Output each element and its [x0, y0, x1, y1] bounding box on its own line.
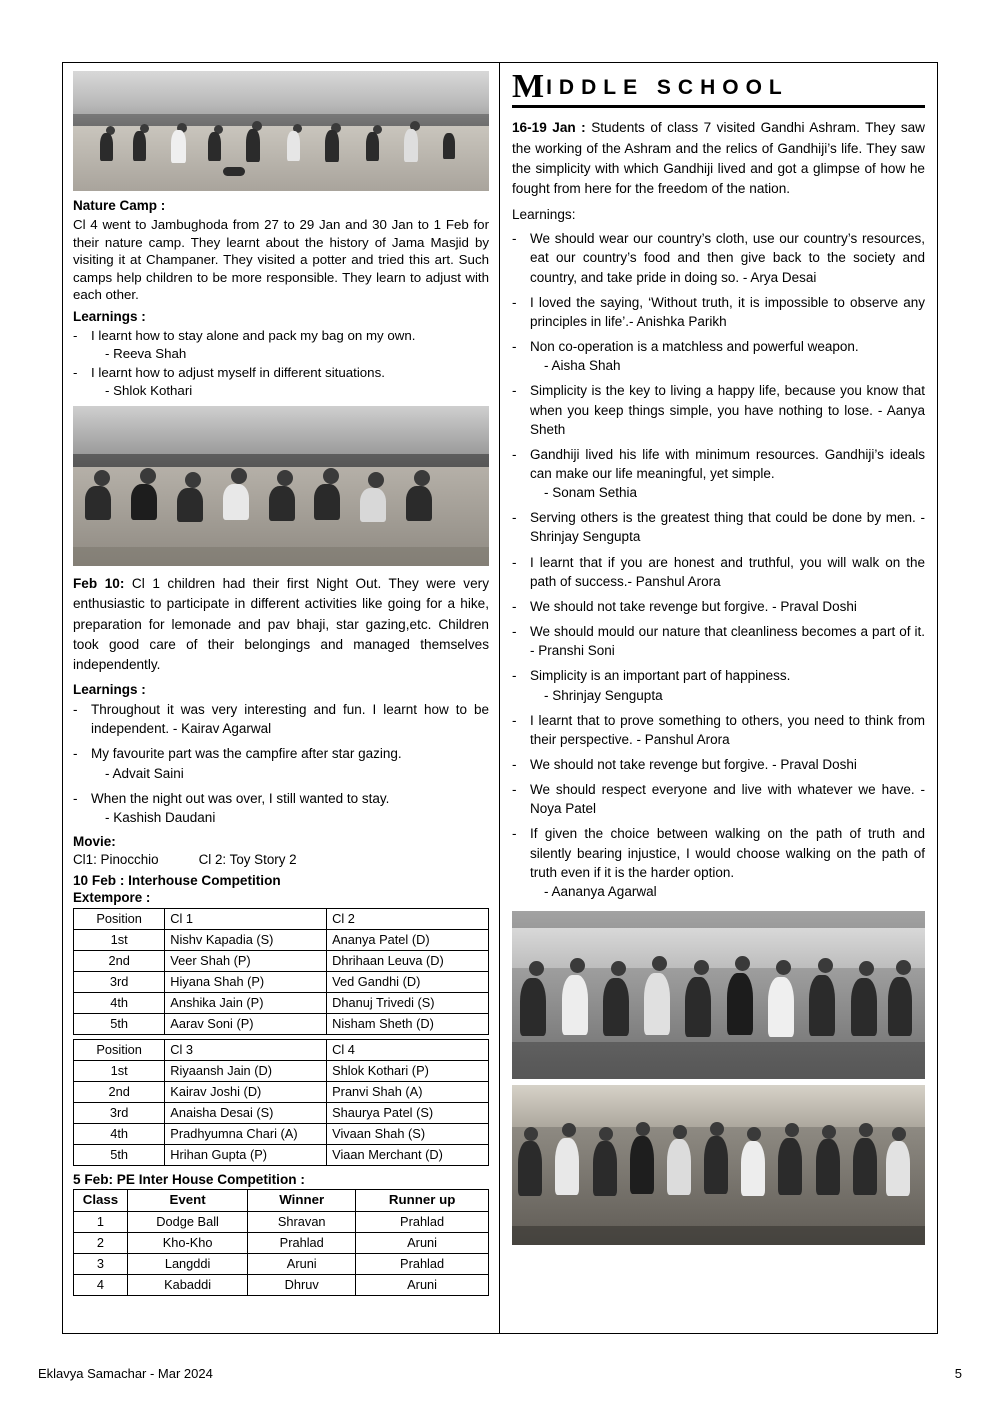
list-item	[512, 780, 925, 818]
movie-class1: Cl1: Pinocchio	[73, 852, 159, 868]
learning-text: When the night out was over, I still wanted to stay.	[91, 790, 390, 806]
section-title: IDDLE SCHOOL	[546, 76, 789, 100]
learning-attribution: - Kashish Daudani	[105, 809, 216, 825]
list-item	[512, 711, 925, 749]
list-item	[73, 744, 489, 782]
th-position: Position	[74, 1040, 165, 1061]
table-header-row	[74, 909, 489, 930]
dash-bullet: -	[73, 702, 78, 718]
learning-text: Serving others is the greatest thing that could be done by men. - Shrinjay Sengupta	[530, 510, 925, 545]
learning-text: I learnt how to adjust myself in different situations.	[91, 365, 385, 381]
learning-text: I learnt that to prove something to others, you need to think from their perspective. - Panshul Arora	[530, 712, 925, 747]
learning-attribution: - Sonam Sethia	[544, 485, 638, 501]
nature-camp-heading: Nature Camp :	[73, 198, 166, 213]
table-row: 3rd Hiyana Shah (P) Ved Gandhi (D)	[74, 972, 489, 993]
nature-camp-learnings-label: Learnings :	[73, 308, 146, 324]
learning-text: My favourite part was the campfire after star gazing.	[91, 746, 402, 762]
th-runner-up: Runner up	[356, 1190, 489, 1212]
th-cl4: Cl 4	[327, 1040, 489, 1061]
photo-group-outdoor	[512, 1085, 925, 1245]
dash-bullet: -	[512, 668, 517, 684]
th-cl3: Cl 3	[165, 1040, 327, 1061]
nature-camp-text: Cl 4 went to Jambughoda from 27 to 29 Jan and 30 Jan to 1 Feb for their nature camp. They learnt about the history of Jama Masjid by visiting it at Champaner. They visited a potter and tried this art. Such camps help children to be more responsible. They learn to adjust with each other.	[73, 217, 489, 303]
dash-bullet: -	[512, 598, 517, 614]
dash-bullet: -	[512, 231, 517, 247]
dash-bullet: -	[73, 746, 78, 762]
learning-attribution: - Aananya Agarwal	[544, 883, 657, 899]
extempore-subtitle: Extempore :	[73, 890, 151, 906]
gandhi-text: Students of class 7 visited Gandhi Ashram. They saw the working of the Ashram and the relics of Gandhiji’s life. They saw the simplicity with which Gandhiji lived and got a glimpse of how he fought from here for the freedom of the nation.	[512, 120, 925, 197]
photo-children-seated	[73, 406, 489, 566]
learning-text: Simplicity is an important part of happiness.	[530, 668, 791, 684]
dash-bullet: -	[512, 446, 517, 462]
pe-competition-title: 5 Feb: PE Inter House Competition :	[73, 1172, 305, 1188]
movie-class2: Cl 2: Toy Story 2	[198, 852, 297, 868]
night-out-text: Cl 1 children had their first Night Out. They were very enthusiastic to participate in different activities like going for a hike, preparation for lemonade and pav bhaji, star gazing,etc. Children took good care of their belongings and managed themselves independently.	[73, 575, 489, 673]
list-item	[512, 824, 925, 901]
learning-text: Simplicity is the key to living a happy life, because you know that when you keep things simple, you have nothing to lose. - Aanya Sheth	[530, 383, 925, 437]
list-item	[73, 364, 489, 400]
learning-text: We should mould our nature that cleanliness becomes a part of it. - Pranshi Soni	[530, 624, 925, 659]
table-row: 1st Riyaansh Jain (D) Shlok Kothari (P)	[74, 1061, 489, 1082]
two-column-layout	[62, 62, 938, 1334]
dash-bullet: -	[512, 782, 517, 798]
night-out-learnings-label: Learnings :	[73, 681, 146, 697]
gandhi-learnings-label: Learnings:	[512, 206, 576, 222]
gandhi-learnings-list	[512, 229, 925, 901]
gandhi-ashram-paragraph	[512, 118, 925, 200]
list-item	[512, 445, 925, 502]
right-column	[500, 63, 937, 1333]
th-cl1: Cl 1	[165, 909, 327, 930]
list-item	[73, 700, 489, 738]
list-item	[512, 666, 925, 704]
list-item	[512, 337, 925, 375]
learning-text: Gandhiji lived his life with minimum resources. Gandhiji’s ideals can make our life meaningful, yet simple.	[530, 446, 925, 481]
learning-text: I learnt how to stay alone and pack my bag on my own.	[91, 328, 416, 344]
photo-nature-camp-play	[73, 71, 489, 191]
nature-camp-learnings-list	[73, 327, 489, 400]
learning-text: We should not take revenge but forgive. - Praval Doshi	[530, 757, 857, 772]
learning-text: I learnt that if you are honest and truthful, you will walk on the path of success.- Panshul Arora	[530, 554, 925, 589]
dash-bullet: -	[512, 624, 517, 640]
th-event: Event	[127, 1190, 247, 1212]
night-out-learnings-list	[73, 700, 489, 827]
middle-school-header	[512, 68, 925, 108]
dash-bullet: -	[512, 826, 517, 842]
learning-text: If given the choice between walking on the path of truth and silently bearing injustice, I would choose walking on the path of truth even if it is the harder option.	[530, 826, 925, 880]
table-header-row	[74, 1040, 489, 1061]
table-row: 3rd Anaisha Desai (S) Shaurya Patel (S)	[74, 1103, 489, 1124]
learning-attribution: - Reeva Shah	[105, 346, 187, 362]
list-item	[512, 553, 925, 591]
table-row: 2nd Veer Shah (P) Dhrihaan Leuva (D)	[74, 951, 489, 972]
table-row: 2nd Kairav Joshi (D) Pranvi Shah (A)	[74, 1082, 489, 1103]
dash-bullet: -	[73, 328, 78, 344]
dash-bullet: -	[512, 757, 517, 772]
dash-bullet: -	[512, 383, 517, 399]
table-row: 4th Anshika Jain (P) Dhanuj Trivedi (S)	[74, 993, 489, 1014]
dash-bullet: -	[73, 790, 78, 806]
page-footer	[38, 1366, 962, 1381]
dropcap-letter: M	[512, 68, 545, 105]
night-out-paragraph	[73, 574, 489, 676]
table-row: 5th Aarav Soni (P) Nisham Sheth (D)	[74, 1014, 489, 1035]
dash-bullet: -	[512, 339, 517, 355]
table-row: 2 Kho-Kho Prahlad Aruni	[74, 1232, 489, 1253]
dash-bullet: -	[512, 554, 517, 570]
list-item	[512, 381, 925, 438]
learning-attribution: - Shrinjay Sengupta	[544, 687, 663, 703]
table-row: 4th Pradhyumna Chari (A) Vivaan Shah (S)	[74, 1124, 489, 1145]
extempore-table-cl1-cl2	[73, 908, 489, 1035]
list-item	[512, 508, 925, 546]
list-item	[73, 789, 489, 827]
list-item	[73, 327, 489, 363]
th-position: Position	[74, 909, 165, 930]
learning-text: Throughout it was very interesting and fun. I learnt how to be independent. - Kairav Agarwal	[91, 702, 489, 737]
movie-heading: Movie:	[73, 834, 116, 850]
learning-attribution: - Shlok Kothari	[105, 382, 193, 398]
list-item	[512, 622, 925, 660]
table-row: 4 Kabaddi Dhruv Aruni	[74, 1274, 489, 1295]
night-out-lead: Feb 10:	[73, 575, 125, 591]
learning-attribution: - Advait Saini	[105, 765, 184, 781]
footer-page-number: 5	[954, 1366, 962, 1381]
list-item	[512, 293, 925, 331]
table-row: 1 Dodge Ball Shravan Prahlad	[74, 1211, 489, 1232]
th-cl2: Cl 2	[327, 909, 489, 930]
learning-text: We should respect everyone and live with whatever we have. - Noya Patel	[530, 782, 925, 817]
learning-attribution: - Aisha Shah	[544, 358, 621, 374]
photo-group-indoor	[512, 911, 925, 1079]
learning-text: We should wear our country’s cloth, use our country’s resources, eat our country’s food and then give back to the society and country, and take pride in doing so. - Arya Desai	[530, 231, 925, 285]
learning-text: Non co-operation is a matchless and powerful weapon.	[530, 339, 859, 355]
footer-publication: Eklavya Samachar - Mar 2024	[38, 1366, 213, 1381]
table-row: 3 Langddi Aruni Prahlad	[74, 1253, 489, 1274]
list-item	[512, 755, 925, 774]
learning-text: I loved the saying, ‘Without truth, it is impossible to observe any principles in life’.- Anishka Parikh	[530, 294, 925, 329]
dash-bullet: -	[512, 712, 517, 728]
dash-bullet: -	[73, 365, 78, 381]
gandhi-date-lead: 16-19 Jan :	[512, 120, 586, 136]
learning-text: We should not take revenge but forgive. - Praval Doshi	[530, 598, 857, 614]
left-column	[63, 63, 500, 1333]
table-header-row	[74, 1190, 489, 1212]
th-class: Class	[74, 1190, 128, 1212]
list-item	[512, 597, 925, 616]
pe-competition-table	[73, 1189, 489, 1296]
table-row: 5th Hrihan Gupta (P) Viaan Merchant (D)	[74, 1145, 489, 1166]
extempore-table-cl3-cl4	[73, 1039, 489, 1166]
table-row: 1st Nishv Kapadia (S) Ananya Patel (D)	[74, 930, 489, 951]
list-item	[512, 229, 925, 286]
th-winner: Winner	[248, 1190, 356, 1212]
movie-lines	[73, 852, 489, 867]
interhouse-title: 10 Feb : Interhouse Competition	[73, 873, 281, 889]
dash-bullet: -	[512, 294, 517, 310]
dash-bullet: -	[512, 510, 517, 526]
